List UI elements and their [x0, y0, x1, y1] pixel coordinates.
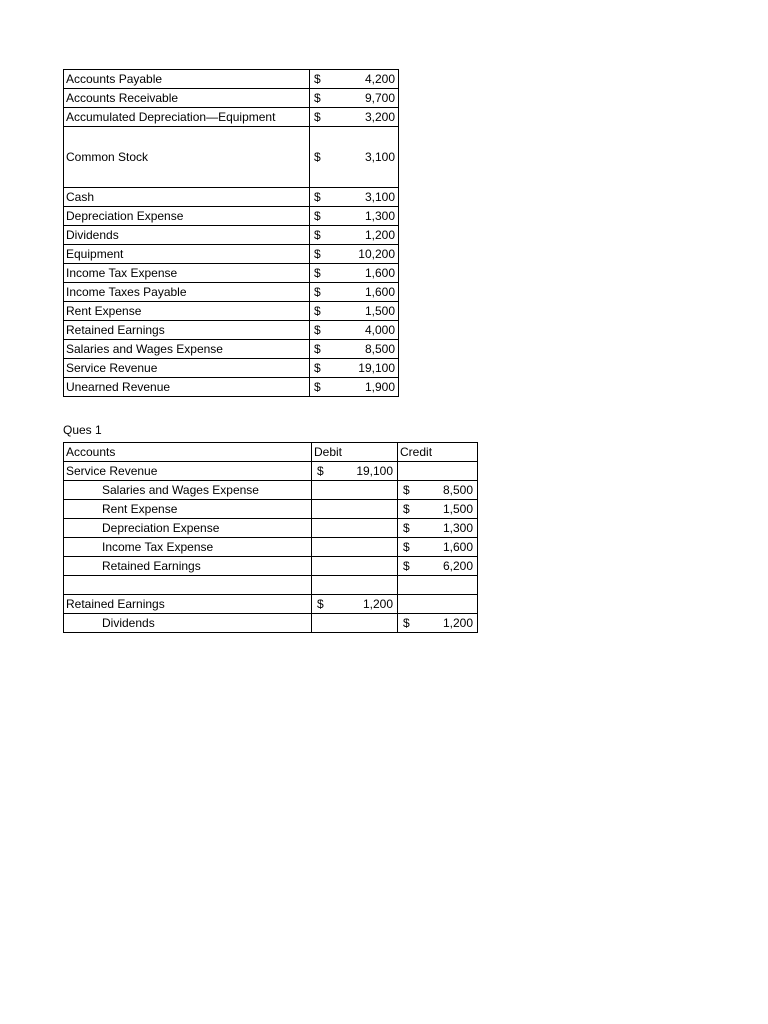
account-name: Depreciation Expense — [64, 519, 312, 538]
table-row — [64, 283, 399, 302]
table-row — [64, 321, 399, 340]
credit-currency: $ — [398, 614, 420, 633]
account-name: Rent Expense — [64, 302, 310, 321]
credit-currency: $ — [398, 500, 420, 519]
currency-symbol: $ — [310, 127, 330, 188]
debit-amount — [334, 500, 398, 519]
amount: 1,600 — [330, 283, 399, 302]
amount: 3,100 — [330, 188, 399, 207]
debit-amount — [334, 557, 398, 576]
debit-amount — [334, 538, 398, 557]
account-name: Rent Expense — [64, 500, 312, 519]
table-row — [64, 614, 478, 633]
amount: 8,500 — [330, 340, 399, 359]
debit-currency — [312, 576, 334, 595]
debit-currency — [312, 500, 334, 519]
debit-currency — [312, 614, 334, 633]
credit-amount: 8,500 — [420, 481, 478, 500]
table-row — [64, 359, 399, 378]
credit-currency — [398, 595, 420, 614]
currency-symbol: $ — [310, 188, 330, 207]
currency-symbol: $ — [310, 226, 330, 245]
debit-currency — [312, 519, 334, 538]
debit-currency: $ — [312, 462, 334, 481]
currency-symbol: $ — [310, 359, 330, 378]
debit-currency — [312, 557, 334, 576]
amount: 1,300 — [330, 207, 399, 226]
account-name: Accounts Payable — [64, 70, 310, 89]
amount: 9,700 — [330, 89, 399, 108]
amount: 3,200 — [330, 108, 399, 127]
question-label: Ques 1 — [63, 423, 102, 437]
amount: 1,500 — [330, 302, 399, 321]
table-row — [64, 557, 478, 576]
credit-amount: 1,300 — [420, 519, 478, 538]
currency-symbol: $ — [310, 207, 330, 226]
account-name — [64, 576, 312, 595]
table-row — [64, 245, 399, 264]
account-name: Retained Earnings — [64, 595, 312, 614]
credit-amount: 1,600 — [420, 538, 478, 557]
account-name: Common Stock — [64, 127, 310, 188]
debit-amount — [334, 519, 398, 538]
table-row — [64, 378, 399, 397]
currency-symbol: $ — [310, 89, 330, 108]
amount: 1,600 — [330, 264, 399, 283]
amount: 4,200 — [330, 70, 399, 89]
currency-symbol: $ — [310, 283, 330, 302]
table-row — [64, 462, 478, 481]
account-name: Equipment — [64, 245, 310, 264]
currency-symbol: $ — [310, 108, 330, 127]
account-name: Depreciation Expense — [64, 207, 310, 226]
accounts-header: Accounts — [64, 443, 312, 462]
amount: 19,100 — [330, 359, 399, 378]
table-row — [64, 538, 478, 557]
account-name: Accounts Receivable — [64, 89, 310, 108]
debit-amount — [334, 576, 398, 595]
account-name: Unearned Revenue — [64, 378, 310, 397]
debit-amount — [334, 481, 398, 500]
credit-currency — [398, 576, 420, 595]
credit-amount: 1,500 — [420, 500, 478, 519]
account-name: Retained Earnings — [64, 321, 310, 340]
credit-amount: 1,200 — [420, 614, 478, 633]
table-row — [64, 264, 399, 283]
account-name: Dividends — [64, 614, 312, 633]
currency-symbol: $ — [310, 302, 330, 321]
account-name: Accumulated Depreciation—Equipment — [64, 108, 310, 127]
account-name: Salaries and Wages Expense — [64, 340, 310, 359]
table-row — [64, 70, 399, 89]
amount: 4,000 — [330, 321, 399, 340]
table-header-row — [64, 443, 478, 462]
account-name: Income Taxes Payable — [64, 283, 310, 302]
debit-currency — [312, 538, 334, 557]
currency-symbol: $ — [310, 321, 330, 340]
table-row — [64, 226, 399, 245]
credit-header: Credit — [398, 443, 478, 462]
journal-entries-table — [63, 442, 478, 633]
table-row — [64, 340, 399, 359]
amount: 3,100 — [330, 127, 399, 188]
table-row — [64, 89, 399, 108]
debit-amount: 19,100 — [334, 462, 398, 481]
table-row — [64, 108, 399, 127]
credit-currency: $ — [398, 538, 420, 557]
currency-symbol: $ — [310, 264, 330, 283]
currency-symbol: $ — [310, 70, 330, 89]
table-row — [64, 188, 399, 207]
table-row — [64, 500, 478, 519]
credit-currency: $ — [398, 557, 420, 576]
credit-amount — [420, 462, 478, 481]
account-name: Income Tax Expense — [64, 264, 310, 283]
table-row — [64, 481, 478, 500]
credit-amount — [420, 576, 478, 595]
currency-symbol: $ — [310, 340, 330, 359]
credit-currency: $ — [398, 519, 420, 538]
debit-currency — [312, 481, 334, 500]
account-name: Service Revenue — [64, 359, 310, 378]
account-name: Cash — [64, 188, 310, 207]
account-name: Income Tax Expense — [64, 538, 312, 557]
amount: 1,900 — [330, 378, 399, 397]
account-name: Service Revenue — [64, 462, 312, 481]
table-row — [64, 595, 478, 614]
currency-symbol: $ — [310, 245, 330, 264]
amount: 10,200 — [330, 245, 399, 264]
debit-amount: 1,200 — [334, 595, 398, 614]
account-balances-table — [63, 69, 399, 397]
debit-currency: $ — [312, 595, 334, 614]
amount: 1,200 — [330, 226, 399, 245]
table-row — [64, 127, 399, 188]
credit-currency: $ — [398, 481, 420, 500]
debit-header: Debit — [312, 443, 398, 462]
account-name: Retained Earnings — [64, 557, 312, 576]
table-row — [64, 207, 399, 226]
credit-currency — [398, 462, 420, 481]
credit-amount — [420, 595, 478, 614]
account-name: Dividends — [64, 226, 310, 245]
table-row — [64, 519, 478, 538]
table-row — [64, 302, 399, 321]
debit-amount — [334, 614, 398, 633]
credit-amount: 6,200 — [420, 557, 478, 576]
table-row — [64, 576, 478, 595]
currency-symbol: $ — [310, 378, 330, 397]
account-name: Salaries and Wages Expense — [64, 481, 312, 500]
